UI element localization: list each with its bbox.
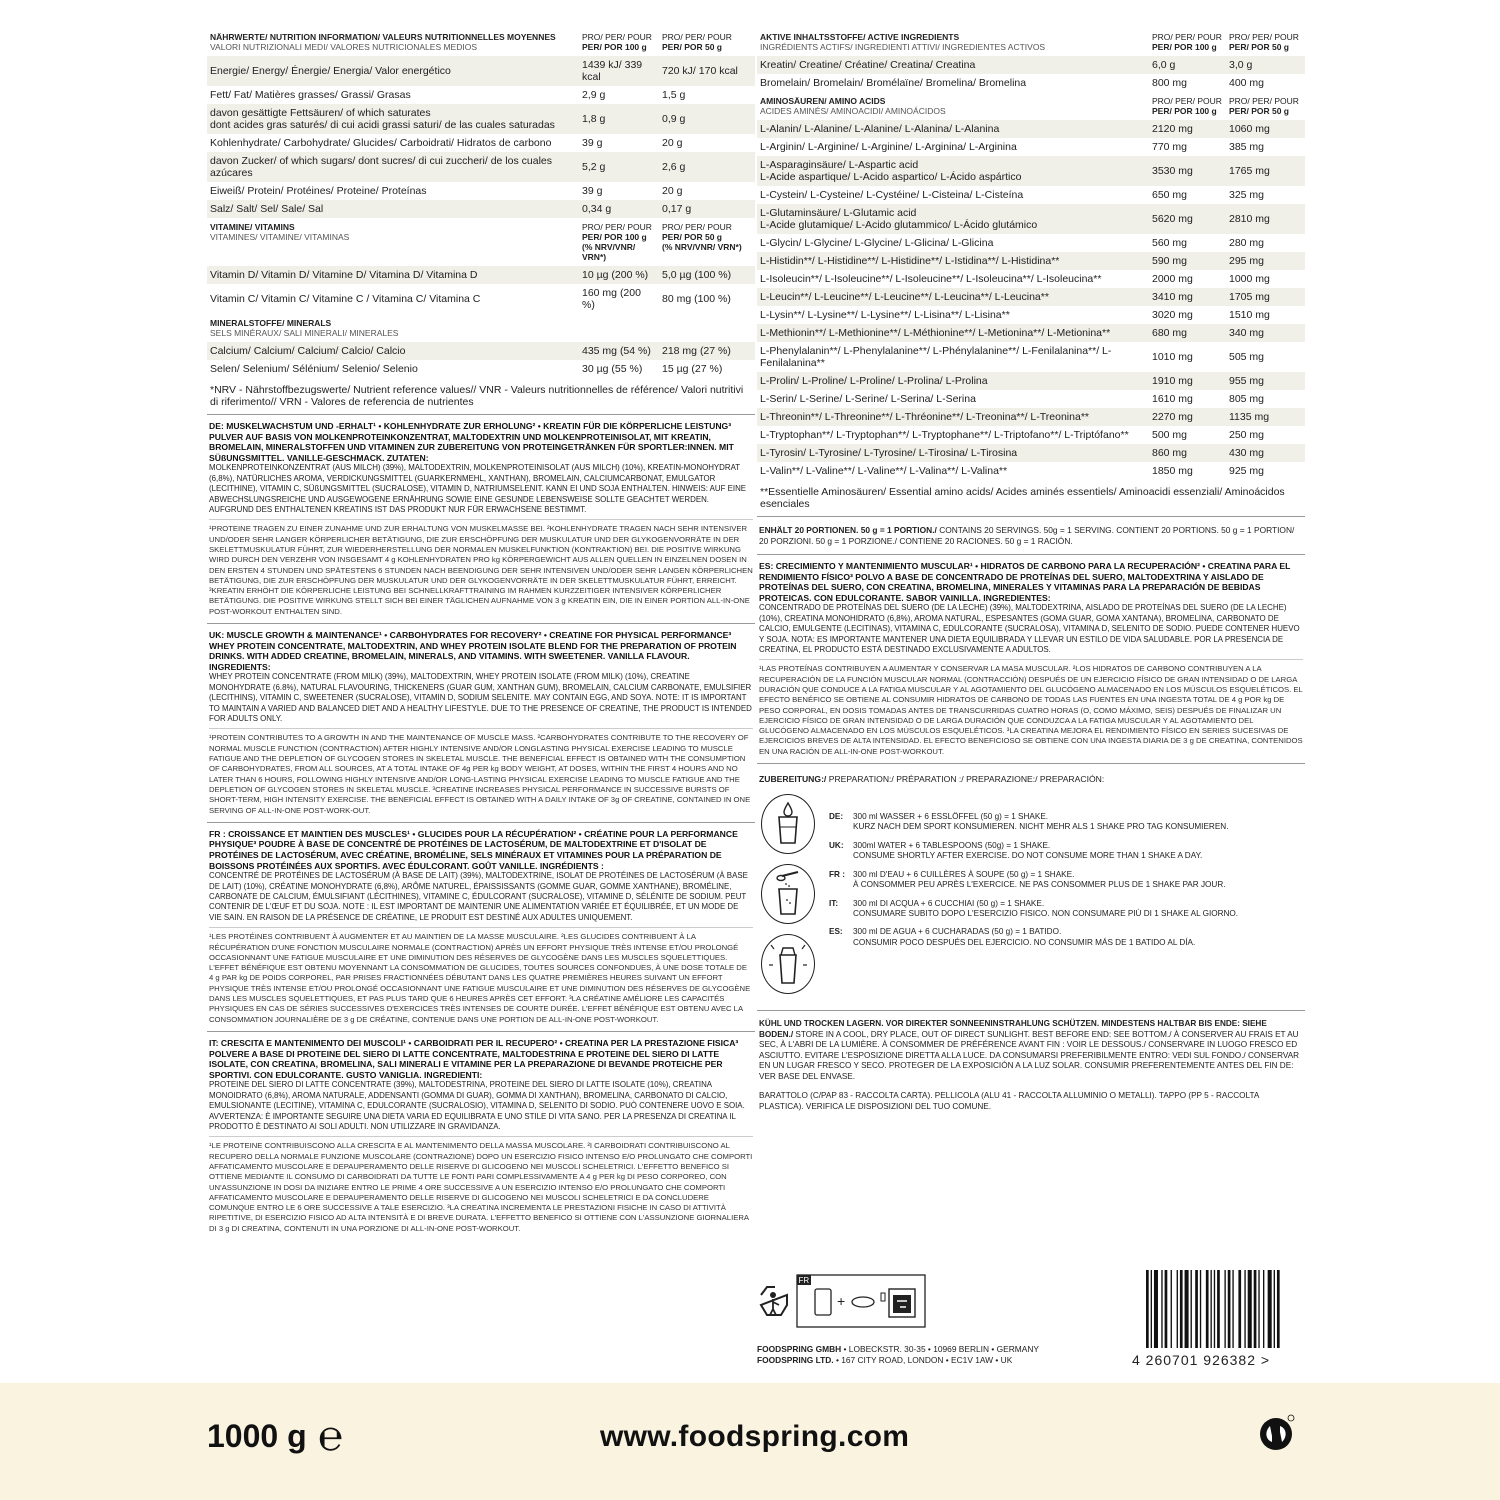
preparation-line xyxy=(829,841,1305,862)
barcode-bar xyxy=(1274,1270,1275,1348)
minerals-header-title: MINERALSTOFFE/ MINERALS xyxy=(210,318,332,328)
company-uk-name: FOODSPRING LTD. xyxy=(757,1355,834,1365)
nutrition-header-sub: VALORI NUTRIZIONALI MEDI/ VALORES NUTRICIONALES MEDIOS xyxy=(210,42,478,52)
amino-row-per100: 1610 mg xyxy=(1149,390,1226,408)
nutrition-col1-line: PRO/ PER/ POUR xyxy=(582,32,652,42)
vitamins-header xyxy=(207,218,579,266)
spoon-powder-icon xyxy=(761,864,815,924)
nutrition-header xyxy=(207,28,579,56)
servings-bold: ENHÄLT 20 PORTIONEN. 50 g = 1 PORTION./ xyxy=(759,525,937,535)
amino-row xyxy=(757,234,1305,252)
active-header-col1 xyxy=(1149,28,1226,56)
vitamins-row-label: Vitamin D/ Vitamin D/ Vitamine D/ Vitamina D/ Vitamina D xyxy=(207,266,579,284)
amino-row-per100: 2120 mg xyxy=(1149,120,1226,138)
barcode-bar xyxy=(1244,1270,1245,1348)
nutrition-row-label: Fett/ Fat/ Matières grasses/ Grassi/ Grasas xyxy=(207,86,579,104)
estimated-sign: ℮ xyxy=(318,1412,344,1459)
amino-header-title: AMINOSÄUREN/ AMINO ACIDS xyxy=(760,96,886,106)
barcode-bar xyxy=(1217,1270,1220,1348)
minerals-row-per50: 218 mg (27 %) xyxy=(659,342,755,360)
barcode-bar xyxy=(1214,1270,1215,1348)
preparation-advice: À CONSOMMER PEU APRÈS L'EXERCICE. NE PAS CONSOMMER PLUS DE 1 SHAKE PAR JOUR. xyxy=(853,880,1226,890)
nutrition-row-label: Salz/ Salt/ Sel/ Sale/ Sal xyxy=(207,200,579,218)
amino-row-label: L-Prolin/ L-Proline/ L-Proline/ L-Prolina/ L-Prolina xyxy=(757,372,1149,390)
amino-row-per50: 280 mg xyxy=(1226,234,1305,252)
storage-bold: KÜHL UND TROCKEN LAGERN. VOR DIREKTER SONNEENINSTRAHLUNG SCHÜTZEN. MINDESTENS HALTBAR BIS ENDE: SIEHE BODEN./ xyxy=(759,1019,1267,1039)
vitamins-header-row xyxy=(207,218,755,266)
vitamins-col2-line: PRO/ PER/ POUR xyxy=(662,222,732,232)
amino-row-per50: 325 mg xyxy=(1226,186,1305,204)
active-header-title: AKTIVE INHALTSSTOFFE/ ACTIVE INGREDIENTS xyxy=(760,32,960,42)
amino-row xyxy=(757,390,1305,408)
vitamins-row-per50: 5,0 µg (100 %) xyxy=(659,266,755,284)
section-it-headline: IT: CRESCITA E MANTENIMENTO DEI MUSCOLI¹ • CARBOIDRATI PER IL RECUPERO² • CREATINA PER LA PRESTAZIONE FISICA³ POLVERE A BASE DI PROTEINE DEL SIERO DI LATTE CONCENTRATE, MALTODESTRINA E PROTEINE DEL SIERO DI LATTE ISOLATE, CON CREATINA, BROMELINA, SALI MINERALI E VITAMINE PER LA PREPARAZIONE DI BEVANDE PROTEICHE PER SPORTIVI. CON EDULCORANTE. GUSTO VANIGLIA. INGREDIENTI: xyxy=(209,1037,739,1080)
minerals-header-col1 xyxy=(579,314,659,342)
minerals-header-row xyxy=(207,314,755,342)
amino-row xyxy=(757,204,1305,234)
company-de-address: • LOBECKSTR. 30-35 • 10969 BERLIN • GERMANY xyxy=(841,1344,1039,1354)
amino-row-per100: 560 mg xyxy=(1149,234,1226,252)
section-de-footnotes: ¹PROTEINE TRAGEN ZU EINER ZUNAHME UND ZUR ERHALTUNG VON MUSKELMASSE BEI. ²KOHLENHYDRATE TRAGEN NACH SEHR INTENSIVER UND/ODER SEHR LANGER KÖRPERLICHER BETÄTIGUNG, DIE ZUR ERSCHÖPFUNG DER MUSKULATUR UND DER GLYKOGENVORRÄTE IN DER SKELETTMUSKULATUR FÜHRT, ZUR WIEDERHERSTELLUNG DER NORMALEN MUSKELFUNKTION (KONTRAKTION) BEI. DIE POSITIVE WIRKUNG WIRD DURCH DEN VERZEHR VON INSGESAMT 4 g KOHLENHYDRATEN PRO kg KÖRPERGEWICHT AUS ALLEN QUELLEN IN EINZELNEN DOSEN IN DEN ERSTEN 4 STUNDEN UND SPÄTESTENS 6 STUNDEN NACH BEENDIGUNG DER SEHR INTENSIVEN UND/ODER SEHR LANGEN KÖRPERLICHEN BETÄTIGUNG, DIE ZUR ERSCHÖPFUNG DER MUSKULATUR UND DER GLYKOGENVORRÄTE IN DER SKELETTMUSKULATUR FÜHRT, ERREICHT. ³KREATIN ERHÖHT DIE KÖRPERLICHE LEISTUNG BEI SCHNELLKRAFTTRAINING IM RAHMEN KURZZEITIGER INTENSIVER KÖRPERLICHER BETÄTIGUNG. DIE POSITIVE WIRKUNG STELLT SICH BEI EINER TÄGLICHEN AUFNAHME VON 3 g KREATIN EIN, DIE IN EINER PORTION ALL-IN-ONE POST-WORKOUT ENTHALTEN SIND. xyxy=(209,519,753,617)
active-row xyxy=(757,74,1305,92)
barcode-bar xyxy=(1224,1270,1225,1348)
section-fr-ingredients: CONCENTRÉ DE PROTÉINES DE LACTOSÉRUM (À BASE DE LAIT) (39%), MALTODEXTRINE, ISOLAT DE PROTÉINES DE LACTOSÉRUM (À BASE DE LAIT) (10%), CRÉATINE MONOHYDRATE (6,8%), ARÔME NATUREL, ÉPAISSISSANTS (GOMME GUAR, GOMME XANTHANE), BROMÉLINE, CARBONATE DE CALCIUM, ÉMULSIFIANT (LÉCITHINES), VITAMINE C, ÉDULCORANT (SUCRALOSE), VITAMINE D, SÉLÉNITE DE SODIUM. PEUT CONTENIR DE L'ŒUF ET DU SOJA. NOTE : IL EST IMPORTANT DE MAINTENIR UNE ALIMENTATION VARIÉE ET ÉQUILIBRÉE, ET UN MODE DE VIE SAIN. EN RAISON DE LA PRÉSENCE DE CRÉATINE, LE PRODUIT EST DESTINÉ AUX ADULTES UNIQUEMENT. xyxy=(209,871,748,922)
preparation-section xyxy=(757,764,1305,1004)
amino-col1-line: PRO/ PER/ POUR xyxy=(1152,96,1222,106)
amino-row xyxy=(757,462,1305,480)
active-header xyxy=(757,28,1149,56)
barcode-bar xyxy=(1154,1270,1158,1348)
active-row-label: Bromelain/ Bromelain/ Bromélaïne/ Bromelina/ Bromelina xyxy=(757,74,1149,92)
nutrition-col2-line: PER/ POR 50 g xyxy=(662,42,722,52)
barcode-bar xyxy=(1191,1270,1192,1348)
barcode-bar xyxy=(1228,1270,1231,1348)
amino-row-per100: 2000 mg xyxy=(1149,270,1226,288)
vitamins-header-col1 xyxy=(579,218,659,266)
amino-row-per100: 860 mg xyxy=(1149,444,1226,462)
vitamins-col2-line: PER/ POR 50 g xyxy=(662,232,722,242)
nutrition-row-label: Energie/ Energy/ Énergie/ Energia/ Valor energético xyxy=(207,56,579,86)
nutrition-row-label: Kohlenhydrate/ Carbohydrate/ Glucides/ Carboidrati/ Hidratos de carbono xyxy=(207,134,579,152)
nutrition-row-per50: 20 g xyxy=(659,134,755,152)
barcode-bar xyxy=(1232,1270,1233,1348)
barcode-bar xyxy=(1206,1270,1209,1348)
barcode-bar xyxy=(1263,1270,1264,1348)
amino-row xyxy=(757,306,1305,324)
amino-row-label: L-Tryptophan**/ L-Tryptophan**/ L-Tryptophane**/ L-Triptofano**/ L-Triptófano** xyxy=(757,426,1149,444)
barcode-bar xyxy=(1185,1270,1189,1348)
amino-row-per50: 1060 mg xyxy=(1226,120,1305,138)
amino-row-per50: 1000 mg xyxy=(1226,270,1305,288)
amino-col2-line: PER/ POR 50 g xyxy=(1229,106,1289,116)
amino-row-per50: 1705 mg xyxy=(1226,288,1305,306)
active-col2-line: PER/ POR 50 g xyxy=(1229,42,1289,52)
amino-header xyxy=(757,92,1149,120)
svg-text:+: + xyxy=(837,1293,846,1309)
barcode-bar xyxy=(1248,1270,1252,1348)
recycling-panel xyxy=(797,1275,925,1327)
vitamins-row-per100: 10 µg (200 %) xyxy=(579,266,659,284)
barcode-bar xyxy=(1258,1270,1259,1348)
nrv-footnote: *NRV - Nährstoffbezugswerte/ Nutrient reference values// VNR - Valeurs nutritionnelles de référence/ Valori nutritivi di riferimento// VRN - Valores de referencia de nutrientes xyxy=(207,378,755,415)
preparation-advice: KURZ NACH DEM SPORT KONSUMIEREN. NICHT MEHR ALS 1 SHAKE PRO TAG KONSUMIEREN. xyxy=(853,822,1229,832)
preparation-dose: 300 ml WASSER + 6 ESSLÖFFEL (50 g) = 1 SHAKE. xyxy=(853,812,1049,822)
amino-row-per50: 1765 mg xyxy=(1226,156,1305,186)
preparation-lang-code: IT: xyxy=(829,898,839,908)
amino-row-per50: 2810 mg xyxy=(1226,204,1305,234)
nutrition-row-per50: 2,6 g xyxy=(659,152,755,182)
vitamins-row-per50: 80 mg (100 %) xyxy=(659,284,755,314)
section-fr xyxy=(207,823,755,1032)
amino-row-label: L-Glutaminsäure/ L-Glutamic acid L-Acide glutamique/ L-Acido glutammico/ L-Ácido glutámico xyxy=(757,204,1149,234)
company-address xyxy=(757,1344,1039,1366)
preparation-lang-code: ES: xyxy=(829,927,843,937)
section-it-ingredients: PROTEINE DEL SIERO DI LATTE CONCENTRATE (39%), MALTODESTRINA, PROTEINE DEL SIERO DI LATTE ISOLATE (10%), CREATINA MONOIDRATO (6,8%), AROMA NATURALE, ADDENSANTI (GOMMA DI GUAR), GOMMA DI XANTHAN), BROMELINA, CARBONATO DI CALCIO, EMULSIONANTE (LECITINE), VITAMINA C, EDULCORANTE (SUCRALOSIO), VITAMINA D, SELENITO DI SODIO. PUÒ CONTENERE UOVO E SOIA. AVVERTENZA: È IMPORTANTE SEGUIRE UNA DIETA VARIA ED EQUILIBRATA E UNO STILE DI VITA SANO. PER LA PRESENZA DI CREATINA IL PRODOTTO È DESTINATO AI SOLI ADULTI. NON UTILIZZARE IN GRAVIDANZA. xyxy=(209,1080,745,1131)
barcode xyxy=(1132,1270,1307,1370)
preparation-line xyxy=(829,812,1305,833)
nutrition-row-label: davon Zucker/ of which sugars/ dont sucres/ di cui zuccheri/ de los cuales azúcares xyxy=(207,152,579,182)
nutrition-row xyxy=(207,104,755,134)
preparation-line xyxy=(829,927,1305,948)
left-column xyxy=(207,28,755,1240)
nutrition-row xyxy=(207,182,755,200)
nutrition-row xyxy=(207,152,755,182)
section-uk-ingredients: WHEY PROTEIN CONCENTRATE (FROM MILK) (39%), MALTODEXTRIN, WHEY PROTEIN ISOLATE (FROM MILK) (10%), CREATINE MONOHYDRATE (6.8%), NATURAL FLAVOURING, THICKENERS (GUAR GUM, XANTHAN GUM), BROMELAIN, CALCIUM CARBONATE, EMULSIFIER (LECITHINS), VITAMIN C, SWEETENER (SUCRALOSE), VITAMIN D, SODIUM SELENITE. MAY CONTAIN EGG, AND SOYA. NOTE: IT IS IMPORTANT TO MAINTAIN A VARIED AND BALANCED DIET AND A HEALTHY LIFESTYLE. DUE TO THE PRESENCE OF CREATINE, THE PRODUCT IS INTENDED FOR ADULTS ONLY. xyxy=(209,672,752,724)
nutrition-header-title: NÄHRWERTE/ NUTRITION INFORMATION/ VALEURS NUTRITIONNELLES MOYENNES xyxy=(210,32,556,42)
amino-row-label: L-Phenylalanin**/ L-Phenylalanine**/ L-Phénylalanine**/ L-Fenilalanina**/ L-Fenilalanina** xyxy=(757,342,1149,372)
amino-row-label: L-Isoleucin**/ L-Isoleucine**/ L-Isoleucine**/ L-Isoleucina**/ L-Isoleucina** xyxy=(757,270,1149,288)
nutrition-row xyxy=(207,86,755,104)
section-de-headline: DE: MUSKELWACHSTUM UND -ERHALT¹ • KOHLENHYDRATE ZUR ERHOLUNG² • KREATIN FÜR DIE KÖRPERLICHE LEISTUNG³ PULVER AUF BASIS VON MOLKENPROTEINKONZENTRAT, MALTODEXTRIN UND MOLKENPROTEINISOLAT, MIT KREATIN, BROMELAIN, MINERALSTOFFEN UND VITAMINEN ZUR ZUBEREITUNG VON PROTEINGETRÄNKEN FÜR SPORTLER:INNEN. MIT SÜßUNGSMITTEL. VANILLE-GESCHMACK. ZUTATEN: xyxy=(209,421,734,463)
active-row-per100: 800 mg xyxy=(1149,74,1226,92)
amino-row-per50: 805 mg xyxy=(1226,390,1305,408)
amino-row-per50: 505 mg xyxy=(1226,342,1305,372)
amino-row-per100: 1010 mg xyxy=(1149,342,1226,372)
preparation-dose: 300 ml DI ACQUA + 6 CUCCHIAI (50 g) = 1 SHAKE. xyxy=(853,898,1045,908)
section-uk-headline: UK: MUSCLE GROWTH & MAINTENANCE¹ • CARBOHYDRATES FOR RECOVERY² • CREATINE FOR PHYSICAL PERFORMANCE³ WHEY PROTEIN CONCENTRATE, MALTODEXTRIN, AND WHEY PROTEIN ISOLATE BLEND FOR THE PREPARATION OF PROTEIN DRINKS. WITH ADDED CREATINE, BROMELAIN, MINERALS, AND VITAMINS. WITH SWEETENER. VANILLA FLAVOUR. INGREDIENTS: xyxy=(209,630,737,672)
section-fr-footnotes: ¹LES PROTÉINES CONTRIBUENT À AUGMENTER ET AU MAINTIEN DE LA MASSE MUSCULAIRE. ²LES GLUCIDES CONTRIBUENT À LA RÉCUPÉRATION D'UNE FONCTION MUSCULAIRE NORMALE (CONTRACTION) APRÈS UN EFFORT PHYSIQUE TRÈS INTENSE ET/OU PROLONGÉ OCCASIONNANT UNE FATIGUE MUSCULAIRE ET UNE DIMINUTION DES RÉSERVES DE GLYCOGÈNE DANS LES MUSCLES SQUELETTIQUES. L'EFFET BÉNÉFIQUE EST OBTENU MOYENNANT LA CONSOMMATION DE GLUCIDES, TOUTES SOURCES CONFONDUES, À UNE DOSE TOTALE DE 4 g PAR kg DE POIDS CORPOREL, PAR PRISES FRACTIONNÉES DÉBUTANT DANS LES QUATRE PREMIÈRES HEURES SUIVANT UN EFFORT PHYSIQUE TRÈS INTENSE ET/OU PROLONGÉ OCCASIONNANT UNE FATIGUE MUSCULAIRE ET UNE DIMINUTION DES RÉSERVES DE GLYCOGÈNE DANS LES MUSCLES SQUELETTIQUES, ET PAS PLUS TARD QUE 6 HEURES APRÈS CET EFFORT. ³LA CRÉATINE AMÉLIORE LES CAPACITÉS PHYSIQUES EN CAS DE SÉRIES SUCCESSIVES D'EXERCICES TRÈS INTENSES DE COURTE DURÉE. L'EFFET BÉNÉFIQUE EST OBTENU AVEC LA CONSOMMATION JOURNALIÈRE DE 3 g DE CRÉATINE, CONTENUE DANS UNE PORTION DE ALL-IN-ONE POST-WORKOUT. xyxy=(209,927,753,1025)
amino-row-per100: 3020 mg xyxy=(1149,306,1226,324)
active-col2-line: PRO/ PER/ POUR xyxy=(1229,32,1299,42)
amino-header-sub: ACIDES AMINÉS/ AMINOACIDI/ AMINOÁCIDOS xyxy=(760,106,946,116)
nutrition-row-per50: 0,17 g xyxy=(659,200,755,218)
amino-row-per100: 500 mg xyxy=(1149,426,1226,444)
amino-row xyxy=(757,288,1305,306)
active-header-col2 xyxy=(1226,28,1305,56)
barcode-bar xyxy=(1146,1270,1149,1348)
amino-row-per50: 250 mg xyxy=(1226,426,1305,444)
recycle-fr-label: FR xyxy=(798,1276,810,1285)
minerals-header-sub: SELS MINÉRAUX/ SALI MINERALI/ MINERALES xyxy=(210,328,399,338)
amino-row xyxy=(757,372,1305,390)
preparation-icons xyxy=(757,790,829,1004)
company-de-name: FOODSPRING GMBH xyxy=(757,1344,842,1354)
active-row-label: Kreatin/ Creatine/ Créatine/ Creatina/ Creatina xyxy=(757,56,1149,74)
recycling-svg xyxy=(757,1271,937,1331)
minerals-header xyxy=(207,314,579,342)
barcode-bar xyxy=(1180,1270,1183,1348)
preparation-advice: CONSUMARE SUBITO DOPO L'ESERCIZIO FISICO. NON CONSUMARE PIÙ DI 1 SHAKE AL GIORNO. xyxy=(853,908,1239,918)
preparation-row xyxy=(757,790,1305,1004)
amino-row-per100: 770 mg xyxy=(1149,138,1226,156)
amino-col1-line: PER/ POR 100 g xyxy=(1152,106,1217,116)
preparation-dose: 300ml WATER + 6 TABLESPOONS (50g) = 1 SHAKE. xyxy=(853,840,1051,850)
nutrition-row-per50: 0,9 g xyxy=(659,104,755,134)
amino-row-per50: 1510 mg xyxy=(1226,306,1305,324)
nutrition-row-per100: 0,34 g xyxy=(579,200,659,218)
nutrition-row-per100: 5,2 g xyxy=(579,152,659,182)
active-row-per50: 3,0 g xyxy=(1226,56,1305,74)
amino-row-per100: 680 mg xyxy=(1149,324,1226,342)
preparation-dose: 300 ml D'EAU + 6 CUILLÈRES À SOUPE (50 g) = 1 SHAKE. xyxy=(853,869,1075,879)
vitamins-col1-line: (% NRV/VNR/ VRN*) xyxy=(582,242,636,262)
section-uk-footnotes: ¹PROTEIN CONTRIBUTES TO A GROWTH IN AND THE MAINTENANCE OF MUSCLE MASS. ²CARBOHYDRATES CONTRIBUTE TO THE RECOVERY OF NORMAL MUSCLE FUNCTION (CONTRACTION) AFTER HIGHLY INTENSIVE AND/OR LONGLASTING PHYSICAL EXERCISE LEADING TO MUSCLE FATIGUE AND THE DEPLETION OF GLYCOGEN STORES IN SKELETAL MUSCLE. THE BENEFICIAL EFFECT IS OBTAINED WITH THE CONSUMPTION OF CARBOHYDRATES, FROM ALL SOURCES, AT A TOTAL INTAKE OF 4g PER kg BODY WEIGHT, AT DOSES, WITHIN THE FIRST 4 HOURS AND NO LATER THAN 6 HOURS, FOLLOWING HIGHLY INTENSIVE AND/OR LONG-LASTING PHYSICAL EXERCISE LEADING TO MUSCLE FATIGUE AND THE DEPLETION OF GLYCOGEN STORES IN SKELETAL MUSCLE. ³CREATINE INCREASES PHYSICAL PERFORMANCE IN SUCCESSIVE BURSTS OF SHORT-TERM, HIGH INTENSITY EXERCISE. THE BENEFICIAL EFFECT IS OBTAINED WITH A DAILY INTAKE OF 3g OF CREATINE, CONTAINED IN ONE SERVING OF ALL-IN-ONE POST-WORK-OUT. xyxy=(209,728,753,815)
net-weight: 1000 g xyxy=(207,1418,307,1454)
minerals-row xyxy=(207,360,755,378)
minerals-row-per50: 15 µg (27 %) xyxy=(659,360,755,378)
vitamins-header-title: VITAMINE/ VITAMINS xyxy=(210,222,295,232)
amino-row xyxy=(757,120,1305,138)
vitamins-col1-line: PER/ POR 100 g xyxy=(582,232,647,242)
barcode-bar xyxy=(1161,1270,1162,1348)
nutrition-col1-line: PER/ POR 100 g xyxy=(582,42,647,52)
amino-row-label: L-Valin**/ L-Valine**/ L-Valine**/ L-Valina**/ L-Valina** xyxy=(757,462,1149,480)
amino-row-per50: 385 mg xyxy=(1226,138,1305,156)
barcode-bar xyxy=(1238,1270,1241,1348)
company-uk-address: • 167 CITY ROAD, LONDON • EC1V 1AW • UK xyxy=(833,1355,1013,1365)
minerals-row-label: Selen/ Selenium/ Sélénium/ Selenio/ Selenio xyxy=(207,360,579,378)
right-column xyxy=(757,28,1305,1120)
amino-row xyxy=(757,342,1305,372)
barcode-bar xyxy=(1165,1270,1168,1348)
section-it xyxy=(207,1032,755,1240)
servings-info xyxy=(757,517,1305,555)
amino-row-per50: 955 mg xyxy=(1226,372,1305,390)
vitamins-col2-line: (% NRV/VNR/ VRN*) xyxy=(662,242,742,252)
amino-row-per50: 925 mg xyxy=(1226,462,1305,480)
amino-header-row xyxy=(757,92,1305,120)
amino-row-label: L-Serin/ L-Serine/ L-Serine/ L-Serina/ L-Serina xyxy=(757,390,1149,408)
active-row-per50: 400 mg xyxy=(1226,74,1305,92)
vitamins-header-col2 xyxy=(659,218,755,266)
amino-row xyxy=(757,186,1305,204)
active-col1-line: PER/ POR 100 g xyxy=(1152,42,1217,52)
minerals-row-label: Calcium/ Calcium/ Calcium/ Calcio/ Calcio xyxy=(207,342,579,360)
preparation-advice: CONSUMIR POCO DESPUÉS DEL EJERCICIO. NO CONSUMIR MÁS DE 1 BATIDO AL DÍA. xyxy=(853,937,1196,947)
nutrition-header-col1 xyxy=(579,28,659,56)
nutrition-row xyxy=(207,134,755,152)
amino-row-per100: 1850 mg xyxy=(1149,462,1226,480)
active-header-sub: INGRÉDIENTS ACTIFS/ INGREDIENTI ATTIVI/ INGREDIENTES ACTIVOS xyxy=(760,42,1046,52)
minerals-row xyxy=(207,342,755,360)
amino-row xyxy=(757,324,1305,342)
section-es-footnotes: ¹LAS PROTEÍNAS CONTRIBUYEN A AUMENTAR Y CONSERVAR LA MASA MUSCULAR. ²LOS HIDRATOS DE CARBONO CONTRIBUYEN A LA RECUPERACIÓN DE LA FUNCIÓN MUSCULAR NORMAL (CONTRACCIÓN) DESPUÉS DE UN EJERCICIO FÍSICO DE GRAN INTENSIDAD O DE LARGA DURACIÓN QUE CONDUCE A LA FATIGA MUSCULAR Y AL AGOTAMIENTO DEL GLUCÓGENO ALMACENADO EN LOS MÚSCULOS ESQUELÉTICOS. EL EFECTO BENÉFICO SE OBTIENE AL CONSUMIR HIDRATOS DE CARBONO DE TODAS LAS FUENTES EN UNA INGESTA TOTAL DE 4 g POR kg DE PESO CORPORAL, EN DOSIS TOMADAS ANTES DE TRANSCURRIDAS CUATRO HORAS (O, COMO MÁXIMO, SEIS) DESPUÉS DE FINALIZAR UN EJERCICIO FÍSICO DE GRAN INTENSIDAD O DE LARGA DURACIÓN QUE CONDUZCA A LA FATIGA MUSCULAR Y AL AGOTAMIENTO DEL GLUCÓGENO ALMACENADO EN LOS MÚSCULOS ESQUELÉTICOS. ³LA CREATINA MEJORA EL RENDIMIENTO FÍSICO EN SERIES SUCESIVAS DE EJERCICIOS BREVES DE ALTA INTENSIDAD. EL EFECTO BENEFICIOSO SE OBTIENE CON UNA INGESTA DIARIA DE 3 g DE CREATINA, CONTENIDOS EN UNA RACIÓN DE ALL-IN-ONE POST-WORKOUT. xyxy=(759,659,1303,757)
amino-row-label: L-Asparaginsäure/ L-Aspartic acid L-Acide aspartique/ L-Acido aspartico/ L-Ácido aspártico xyxy=(757,156,1149,186)
section-de-ingredients: MOLKENPROTEINKONZENTRAT (AUS MILCH) (39%), MALTODEXTRIN, MOLKENPROTEINISOLAT (AUS MILCH) (10%), KREATIN-MONOHYDRAT (6,8%), NATÜRLICHES AROMA, VERDICKUNGSMITTEL (GUARKERNMEHL, XANTHAN), BROMELAIN, CALCIUMCARBONAT, EMULGATOR (LECITHINE), VITAMIN C, SÜßUNGSMITTEL (SUCRALOSE), VITAMIN D, NATRIUMSELENIT. KANN EI UND SOJA ENTHALTEN. HINWEIS: AUF EINE ABWECHSLUNGSREICHE UND AUSGEWOGENE ERNÄHRUNG SOWIE EINE GESUNDE LEBENSWEISE SOLLTE GEACHTET WERDEN. AUFGRUND DES ENTHALTENEN KREATINS IST DAS PRODUKT NUR FÜR ERWACHSENE BESTIMMT. xyxy=(209,463,747,514)
recycling-symbols xyxy=(757,1271,937,1331)
nutrition-table xyxy=(207,28,755,378)
amino-header-col2 xyxy=(1226,92,1305,120)
vitamins-row-label: Vitamin C/ Vitamin C/ Vitamine C / Vitamina C/ Vitamina C xyxy=(207,284,579,314)
tidyman-icon xyxy=(761,1287,787,1315)
amino-row xyxy=(757,444,1305,462)
section-es xyxy=(757,555,1305,764)
amino-row xyxy=(757,408,1305,426)
website-link[interactable]: www.foodspring.com xyxy=(600,1420,910,1453)
nutrition-row-per50: 720 kJ/ 170 kcal xyxy=(659,56,755,86)
nutrition-row-per100: 39 g xyxy=(579,134,659,152)
amino-row xyxy=(757,138,1305,156)
section-es-ingredients: CONCENTRADO DE PROTEÍNAS DEL SUERO (DE LA LECHE) (39%), MALTODEXTRINA, AISLADO DE PROTEÍNAS DEL SUERO (DE LA LECHE) (10%), CREATINA MONOHIDRATO (6,8%), AROMA NATURAL, ESPESANTES (GOMA GUAR, GOMA XANTANA), BROMELINA, CARBONATO DE CALCIO, EMULGENTE (LECITINAS), VITAMINA C, EDULCORANTE (SUCRALOSA), VITAMINA D, SELENITO DE SODIO. PUEDE CONTENER HUEVO Y SOJA. NOTA: ES IMPORTANTE MANTENER UNA DIETA EQUILIBRADA Y LLEVAR UN ESTILO DE VIDA SALUDABLE. POR LA PRESENCIA DE CREATINA, EL PRODUCTO ESTÁ DESTINADO EXCLUSIVAMENTE A ADULTOS. xyxy=(759,603,1300,654)
preparation-advice: CONSUME SHORTLY AFTER EXERCISE. DO NOT CONSUME MORE THAN 1 SHAKE A DAY. xyxy=(853,851,1203,861)
amino-row-per100: 650 mg xyxy=(1149,186,1226,204)
nutrition-row-label: davon gesättigte Fettsäuren/ of which saturates dont acides gras saturés/ di cui acidi grassi saturi/ de las cuales saturadas xyxy=(207,104,579,134)
active-header-row xyxy=(757,28,1305,56)
section-uk xyxy=(207,624,755,823)
amino-row-label: L-Histidin**/ L-Histidine**/ L-Histidine**/ L-Istidina**/ L-Histidina** xyxy=(757,252,1149,270)
amino-row xyxy=(757,156,1305,186)
amino-row-label: L-Lysin**/ L-Lysine**/ L-Lysine**/ L-Lisina**/ L-Lisina** xyxy=(757,306,1149,324)
nutrition-row-per100: 1,8 g xyxy=(579,104,659,134)
preparation-lang-code: DE: xyxy=(829,812,844,822)
storage-info xyxy=(757,1010,1305,1120)
amino-row-label: L-Alanin/ L-Alanine/ L-Alanine/ L-Alanina/ L-Alanina xyxy=(757,120,1149,138)
active-row-per100: 6,0 g xyxy=(1149,56,1226,74)
vitamins-col1-line: PRO/ PER/ POUR xyxy=(582,222,652,232)
preparation-line xyxy=(829,870,1305,891)
preparation-title-rest: PREPARATION:/ PRÉPARATION :/ PREPARAZIONE:/ PREPARACIÓN: xyxy=(828,774,1105,785)
vitamins-row xyxy=(207,266,755,284)
nutrition-col2-line: PRO/ PER/ POUR xyxy=(662,32,732,42)
amino-row xyxy=(757,270,1305,288)
barcode-bar xyxy=(1195,1270,1198,1348)
barcode-number: 4 260701 926382 > xyxy=(1132,1352,1271,1368)
amino-row-per50: 295 mg xyxy=(1226,252,1305,270)
minerals-row-per100: 30 µg (55 %) xyxy=(579,360,659,378)
amino-row-per50: 340 mg xyxy=(1226,324,1305,342)
amino-row-label: L-Threonin**/ L-Threonine**/ L-Thréonine**/ L-Treonina**/ L-Treonina** xyxy=(757,408,1149,426)
amino-row-label: L-Tyrosin/ L-Tyrosine/ L-Tyrosine/ L-Tirosina/ L-Tirosina xyxy=(757,444,1149,462)
barcode-bar xyxy=(1211,1270,1212,1348)
preparation-lang-code: UK: xyxy=(829,840,844,850)
preparation-title xyxy=(757,764,1305,790)
nutrition-row-label: Eiweiß/ Protein/ Protéines/ Proteine/ Proteínas xyxy=(207,182,579,200)
barcode-bar xyxy=(1200,1270,1201,1348)
amino-row-per100: 1910 mg xyxy=(1149,372,1226,390)
amino-row-label: L-Methionin**/ L-Methionine**/ L-Méthionine**/ L-Metionina**/ L-Metionina** xyxy=(757,324,1149,342)
amino-row-per50: 1135 mg xyxy=(1226,408,1305,426)
vitamins-header-sub: VITAMINES/ VITAMINE/ VITAMINAS xyxy=(210,232,350,242)
amino-col2-line: PRO/ PER/ POUR xyxy=(1229,96,1299,106)
barcode-bar xyxy=(1177,1270,1178,1348)
active-ingredients-table xyxy=(757,28,1305,480)
nutrition-header-col2 xyxy=(659,28,755,56)
amino-footnote: **Essentielle Aminosäuren/ Essential amino acids/ Acides aminés essentiels/ Aminoacidi essenziali/ Aminoácidos esenciales xyxy=(757,480,1305,517)
preparation-line xyxy=(829,899,1305,920)
nutrition-row-per100: 1439 kJ/ 339 kcal xyxy=(579,56,659,86)
water-glass-icon xyxy=(761,794,815,854)
amino-row-label: L-Leucin**/ L-Leucine**/ L-Leucine**/ L-Leucina**/ L-Leucina** xyxy=(757,288,1149,306)
amino-row-per100: 3530 mg xyxy=(1149,156,1226,186)
barcode-bar xyxy=(1151,1270,1152,1348)
amino-header-col1 xyxy=(1149,92,1226,120)
barcode-bar xyxy=(1277,1270,1280,1348)
section-de xyxy=(207,415,755,624)
amino-row-label: L-Glycin/ L-Glycine/ L-Glycine/ L-Glicina/ L-Glicina xyxy=(757,234,1149,252)
amino-row-per50: 430 mg xyxy=(1226,444,1305,462)
section-es-headline: ES: CRECIMIENTO Y MANTENIMIENTO MUSCULAR¹ • HIDRATOS DE CARBONO PARA LA RECUPERACIÓN² • CREATINA PARA EL RENDIMIENTO FÍSICO³ POLVO A BASE DE CONCENTRADO DE PROTEÍNAS DEL SUERO, MALTODEXTRINA Y AISLADO DE PROTEÍNAS DEL SUERO, CON CREATINA, BROMELINA, MINERALES Y VITAMINAS PARA LA PREPARACIÓN DE BEBIDAS PROTEICAS. CON EDULCORANTE. SABOR VAINILLA. INGREDIENTES: xyxy=(759,561,1291,603)
vitamins-row xyxy=(207,284,755,314)
amino-row-per100: 590 mg xyxy=(1149,252,1226,270)
nutrition-row-per50: 20 g xyxy=(659,182,755,200)
preparation-title-bold: ZUBEREITUNG:/ xyxy=(759,774,827,785)
amino-row xyxy=(757,426,1305,444)
amino-row-per100: 3410 mg xyxy=(1149,288,1226,306)
amino-row-per100: 5620 mg xyxy=(1149,204,1226,234)
packaging-recycling: BARATTOLO (C/PAP 83 - RACCOLTA CARTA). PELLICOLA (ALU 41 - RACCOLTA ALLUMINIO O METALLI). TAPPO (PP 5 - RACCOLTA PLASTICA). VERIFICA LE DISPOSIZIONI DEL TUO COMUNE. xyxy=(759,1091,1259,1111)
active-row xyxy=(757,56,1305,74)
preparation-lines xyxy=(829,790,1305,956)
section-it-footnotes: ¹LE PROTEINE CONTRIBUISCONO ALLA CRESCITA E AL MANTENIMENTO DELLA MASSA MUSCOLARE. ²I CARBOIDRATI CONTRIBUISCONO AL RECUPERO DELLA NORMALE FUNZIONE MUSCOLARE (CONTRAZIONE) DOPO UN ESERCIZIO FISICO INTENSO E/O PROLUNGATO CHE COMPORTI AFFATICAMENTO MUSCOLARE E DEPAUPERAMENTO DELLE RISERVE DI GLICOGENO NEI MUSCOLI SCHELETRICI. L'EFFETTO BENEFICO SI OTTIENE MEDIANTE IL CONSUMO DI CARBOIDRATI DA TUTTE LE FONTI PARI COMPLESSIVAMENTE A 4 g PER kg DI PESO CORPOREO, CON UN'ASSUNZIONE IN DOSI DA INIZIARE ENTRO LE PRIME 4 ORE SUCCESSIVE A UN ESERCIZIO INTENSO E/O PROLUNGATO CHE COMPORTI AFFATICAMENTO MUSCOLARE E DEPAUPERAMENTO DELLE RISERVE DI GLICOGENO NEI MUSCOLI SCHELETRICI E DA CONCLUDERE COMUNQUE ENTRO LE 6 ORE SUCCESSIVE A TALE ESERCIZIO. ³LA CREATINA INCREMENTA LE PRESTAZIONI FISICHE IN CASO DI ATTIVITÀ RIPETITIVE, DI ESERCIZIO FISICO AD ALTA INTENSITÀ E DI BREVE DURATA. L'EFFETTO BENEFICO SI OTTIENE CON L'ASSUNZIONE GIORNALIERA DI 3 g DI CREATINA, CONTENUTI IN UNA PORZIONE DI ALL-IN-ONE POST-WORKOUT. xyxy=(209,1136,753,1234)
nutrition-row-per50: 1,5 g xyxy=(659,86,755,104)
minerals-row-per100: 435 mg (54 %) xyxy=(579,342,659,360)
green-dot-icon xyxy=(1258,1414,1296,1452)
shaker-icon xyxy=(761,934,815,994)
nutrition-row-per100: 39 g xyxy=(579,182,659,200)
minerals-header-col2 xyxy=(659,314,755,342)
active-col1-line: PRO/ PER/ POUR xyxy=(1152,32,1222,42)
preparation-dose: 300 ml DE AGUA + 6 CUCHARADAS (50 g) = 1 BATIDO. xyxy=(853,927,1062,937)
section-fr-headline: FR : CROISSANCE ET MAINTIEN DES MUSCLES¹ • GLUCIDES POUR LA RÉCUPÉRATION² • CRÉATINE POUR LA PERFORMANCE PHYSIQUE³ POUDRE À BASE DE CONCENTRÉ DE PROTÉINES DE LACTOSÉRUM, DE MALTODEXTRINE ET D'ISOLAT DE PROTÉINES DE LACTOSÉRUM, AVEC CRÉATINE, BROMÉLINE, SELS MINÉRAUX ET VITAMINES POUR LA PRÉPARATION DE BOISSONS PROTÉINÉES AUX SPORTIFS. AVEC ÉDULCORANT. GOÛT VANILLE. INGRÉDIENTS : xyxy=(209,828,738,871)
amino-row-label: L-Cystein/ L-Cysteine/ L-Cystéine/ L-Cisteina/ L-Cisteína xyxy=(757,186,1149,204)
servings-rest: CONTAINS 20 SERVINGS. 50g = 1 SERVING. CONTIENT 20 PORTIONS. 50 g = 1 PORTION/ 20 PORZIONI. 50 g = 1 PORZIONE./ CONTIENE 20 RACIONES. 50 g = 1 RACIÓN. xyxy=(759,525,1295,546)
barcode-bar xyxy=(1254,1270,1257,1348)
barcode-bar xyxy=(1171,1270,1172,1348)
storage-rest: STORE IN A COOL, DRY PLACE, OUT OF DIRECT SUNLIGHT. BEST BEFORE END: SEE BOTTOM./ À CONSERVER AU FRAIS ET AU SEC, À L'ABRI DE LA LUMIÈRE. À CONSOMMER DE PRÉFÉRENCE AVANT FIN : VOIR LE DESSOUS./ CONSERVARE IN LUOGO FRESCO ED ASCIUTTO. EVITARE L'ESPOSIZIONE DIRETTA ALLA LUCE. DA CONSUMARSI PREFERIBILMENTE ENTRO: VEDI SUL FONDO./ CONSERVAR EN UN LUGAR FRESCO Y SECO. PROTEGER DE LA EXPOSICIÓN A LA LUZ SOLAR. CONSUMIR PREFERENTEMENTE ANTES DEL FIN DE: VER BASE DEL ENVASE. xyxy=(759,1029,1300,1081)
amino-row-label: L-Arginin/ L-Arginine/ L-Arginine/ L-Arginina/ L-Arginina xyxy=(757,138,1149,156)
nutrition-header-row xyxy=(207,28,755,56)
nutrition-row xyxy=(207,56,755,86)
amino-row-per100: 2270 mg xyxy=(1149,408,1226,426)
preparation-lang-code: FR : xyxy=(829,869,845,879)
amino-row xyxy=(757,252,1305,270)
nutrition-row-per100: 2,9 g xyxy=(579,86,659,104)
nutrition-row xyxy=(207,200,755,218)
vitamins-row-per100: 160 mg (200 %) xyxy=(579,284,659,314)
barcode-bar xyxy=(1268,1270,1272,1348)
